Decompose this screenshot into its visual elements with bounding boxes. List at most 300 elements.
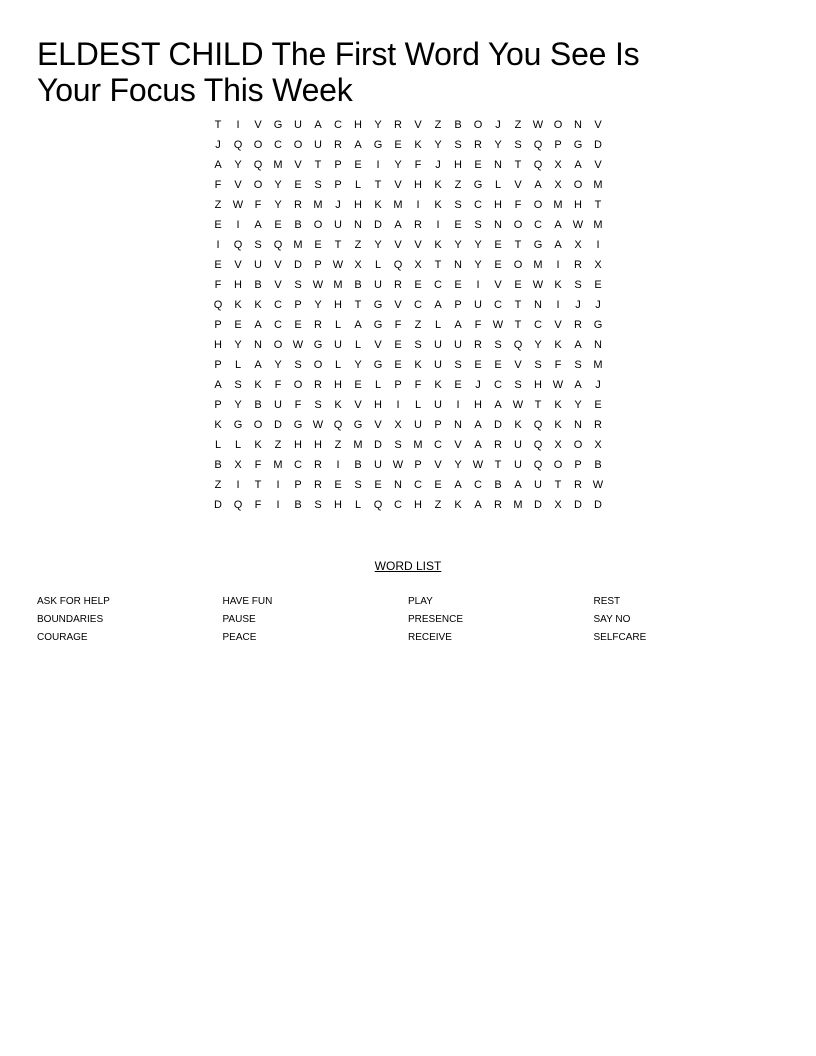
word-list-item: ASK FOR HELP — [37, 596, 110, 607]
grid-row — [208, 175, 608, 195]
grid-row — [208, 275, 608, 295]
grid-letter: Y — [494, 139, 502, 151]
grid-letter: L — [334, 319, 342, 331]
grid-letter: S — [454, 199, 462, 211]
grid-letter: H — [334, 379, 342, 391]
grid-letter: W — [472, 459, 484, 471]
grid-letter: Y — [274, 359, 282, 371]
grid-letter: O — [553, 459, 563, 471]
grid-letter: S — [234, 379, 242, 391]
grid-letter: K — [254, 299, 262, 311]
grid-letter: U — [374, 279, 382, 291]
grid-letter: E — [494, 359, 502, 371]
grid-letter: Y — [234, 399, 242, 411]
grid-letter: M — [393, 199, 403, 211]
word-list — [37, 594, 797, 648]
grid-letter: F — [254, 459, 262, 471]
grid-letter: S — [314, 499, 322, 511]
grid-letter: D — [274, 419, 282, 431]
grid-letter: R — [574, 319, 582, 331]
grid-letter: S — [294, 359, 302, 371]
grid-letter: L — [354, 339, 362, 351]
grid-letter: W — [532, 279, 544, 291]
grid-row — [208, 255, 608, 275]
grid-letter: C — [534, 219, 542, 231]
grid-letter: M — [293, 239, 303, 251]
grid-letter: T — [534, 399, 542, 411]
grid-letter: V — [274, 259, 282, 271]
grid-letter: O — [293, 379, 303, 391]
grid-letter: E — [474, 359, 482, 371]
grid-letter: L — [374, 379, 382, 391]
grid-letter: K — [454, 499, 462, 511]
grid-letter: A — [254, 219, 262, 231]
grid-letter: Z — [414, 319, 422, 331]
grid-letter: O — [313, 359, 323, 371]
grid-letter: X — [414, 259, 422, 271]
grid-letter: X — [574, 239, 582, 251]
grid-letter: E — [214, 259, 222, 271]
grid-letter: M — [413, 439, 423, 451]
grid-letter: N — [494, 219, 502, 231]
word-list-item: REST — [593, 596, 621, 607]
grid-letter: B — [254, 279, 262, 291]
grid-letter: Y — [234, 159, 242, 171]
grid-row — [208, 355, 608, 375]
grid-letter: T — [314, 159, 322, 171]
grid-letter: T — [514, 299, 522, 311]
grid-letter: Y — [374, 119, 382, 131]
grid-letter: C — [394, 499, 402, 511]
grid-letter: E — [234, 319, 242, 331]
grid-letter: Q — [273, 239, 283, 251]
grid-letter: X — [554, 179, 562, 191]
grid-letter: R — [574, 259, 582, 271]
grid-letter: G — [373, 139, 383, 151]
grid-letter: G — [573, 139, 583, 151]
grid-letter: R — [494, 499, 502, 511]
grid-letter: J — [575, 299, 581, 311]
grid-letter: T — [434, 259, 442, 271]
grid-letter: O — [573, 179, 583, 191]
grid-letter: L — [234, 359, 242, 371]
grid-letter: Q — [533, 439, 543, 451]
grid-letter: R — [394, 279, 402, 291]
grid-letter: K — [334, 399, 342, 411]
grid-letter: N — [394, 479, 402, 491]
grid-letter: H — [534, 379, 542, 391]
word-list-item: BOUNDARIES — [37, 614, 104, 625]
grid-letter: Y — [274, 179, 282, 191]
grid-row — [208, 215, 608, 235]
grid-letter: E — [594, 399, 602, 411]
grid-letter: N — [254, 339, 262, 351]
grid-letter: M — [593, 359, 603, 371]
grid-letter: P — [214, 399, 222, 411]
grid-letter: C — [274, 139, 282, 151]
grid-letter: W — [572, 219, 584, 231]
grid-letter: U — [254, 259, 262, 271]
grid-letter: E — [474, 159, 482, 171]
grid-letter: A — [514, 479, 522, 491]
grid-letter: S — [314, 399, 322, 411]
grid-letter: T — [514, 319, 522, 331]
grid-row — [208, 415, 608, 435]
page-title: ELDEST CHILD The First Word You See Is Your Focus This Week — [37, 36, 640, 108]
grid-letter: K — [554, 279, 562, 291]
grid-letter: U — [334, 339, 342, 351]
grid-letter: O — [573, 439, 583, 451]
grid-letter: A — [574, 339, 582, 351]
grid-letter: A — [494, 399, 502, 411]
word-list-item: SAY NO — [593, 614, 631, 625]
grid-letter: A — [474, 499, 482, 511]
grid-letter: G — [293, 419, 303, 431]
grid-letter: N — [454, 419, 462, 431]
grid-letter: R — [394, 119, 402, 131]
grid-letter: C — [274, 299, 282, 311]
grid-letter: F — [254, 199, 262, 211]
grid-letter: S — [574, 359, 582, 371]
grid-letter: F — [474, 319, 482, 331]
grid-letter: Q — [333, 419, 343, 431]
grid-letter: T — [214, 119, 222, 131]
grid-letter: Q — [533, 459, 543, 471]
grid-letter: I — [276, 479, 280, 491]
grid-letter: Z — [214, 479, 222, 491]
grid-letter: F — [414, 159, 422, 171]
grid-letter: Z — [334, 439, 342, 451]
grid-row — [208, 235, 608, 255]
grid-letter: D — [214, 499, 222, 511]
grid-letter: O — [513, 219, 523, 231]
grid-letter: U — [374, 459, 382, 471]
grid-letter: M — [333, 279, 343, 291]
grid-letter: D — [574, 499, 582, 511]
grid-letter: A — [254, 359, 262, 371]
grid-letter: G — [353, 419, 363, 431]
grid-letter: F — [214, 279, 222, 291]
grid-letter: E — [374, 479, 382, 491]
grid-letter: Y — [354, 359, 362, 371]
grid-letter: F — [394, 319, 402, 331]
grid-letter: N — [574, 119, 582, 131]
grid-letter: K — [554, 419, 562, 431]
grid-letter: T — [374, 179, 382, 191]
grid-letter: I — [396, 399, 400, 411]
grid-letter: L — [374, 259, 382, 271]
word-list-item: PRESENCE — [408, 614, 464, 625]
grid-letter: J — [475, 379, 481, 391]
grid-letter: A — [454, 319, 462, 331]
grid-letter: T — [254, 479, 262, 491]
grid-letter: P — [334, 179, 342, 191]
grid-letter: S — [354, 479, 362, 491]
grid-letter: A — [574, 159, 582, 171]
grid-letter: H — [294, 439, 302, 451]
grid-letter: K — [554, 339, 562, 351]
grid-letter: R — [314, 379, 322, 391]
grid-letter: Q — [533, 419, 543, 431]
grid-letter: V — [294, 159, 302, 171]
grid-letter: I — [556, 299, 560, 311]
grid-letter: V — [414, 239, 422, 251]
word-list-item: RECEIVE — [408, 632, 452, 643]
grid-letter: E — [394, 359, 402, 371]
grid-letter: E — [434, 479, 442, 491]
grid-letter: Z — [514, 119, 522, 131]
grid-letter: U — [434, 339, 442, 351]
grid-letter: H — [574, 199, 582, 211]
grid-letter: V — [394, 239, 402, 251]
grid-letter: I — [556, 259, 560, 271]
grid-letter: Z — [434, 499, 442, 511]
grid-letter: H — [494, 199, 502, 211]
grid-letter: A — [474, 419, 482, 431]
grid-letter: K — [434, 379, 442, 391]
grid-letter: W — [492, 319, 504, 331]
grid-letter: V — [234, 259, 242, 271]
grid-letter: N — [494, 159, 502, 171]
grid-letter: V — [354, 399, 362, 411]
grid-letter: E — [594, 279, 602, 291]
word-list-item: PLAY — [408, 596, 433, 607]
grid-row — [208, 115, 608, 135]
grid-letter: H — [354, 199, 362, 211]
grid-letter: R — [594, 419, 602, 431]
grid-letter: R — [414, 219, 422, 231]
grid-letter: D — [294, 259, 302, 271]
grid-letter: O — [253, 179, 263, 191]
grid-letter: V — [254, 119, 262, 131]
grid-letter: A — [434, 299, 442, 311]
grid-letter: Y — [454, 459, 462, 471]
grid-letter: E — [394, 139, 402, 151]
grid-letter: B — [294, 499, 302, 511]
grid-letter: Q — [533, 139, 543, 151]
grid-letter: K — [254, 439, 262, 451]
grid-letter: V — [494, 279, 502, 291]
grid-letter: O — [553, 119, 563, 131]
grid-letter: I — [596, 239, 600, 251]
grid-letter: V — [234, 179, 242, 191]
grid-letter: P — [554, 139, 562, 151]
grid-letter: Q — [233, 499, 243, 511]
grid-letter: Y — [474, 259, 482, 271]
grid-letter: M — [313, 199, 323, 211]
grid-letter: B — [594, 459, 602, 471]
grid-letter: A — [354, 139, 362, 151]
grid-letter: I — [416, 199, 420, 211]
grid-letter: S — [514, 139, 522, 151]
grid-letter: E — [454, 279, 462, 291]
grid-row — [208, 395, 608, 415]
grid-letter: Q — [253, 159, 263, 171]
grid-letter: U — [274, 399, 282, 411]
grid-letter: I — [436, 219, 440, 231]
grid-letter: L — [494, 179, 502, 191]
grid-letter: A — [474, 439, 482, 451]
grid-row — [208, 475, 608, 495]
grid-letter: T — [494, 459, 502, 471]
grid-letter: I — [236, 119, 240, 131]
grid-letter: T — [514, 159, 522, 171]
grid-letter: C — [474, 199, 482, 211]
word-list-item: SELFCARE — [593, 632, 647, 643]
grid-letter: J — [495, 119, 501, 131]
grid-letter: T — [334, 239, 342, 251]
grid-letter: L — [354, 499, 362, 511]
grid-letter: O — [253, 419, 263, 431]
grid-letter: L — [434, 319, 442, 331]
grid-letter: Q — [213, 299, 223, 311]
grid-letter: N — [454, 259, 462, 271]
grid-letter: Q — [533, 159, 543, 171]
grid-letter: D — [374, 439, 382, 451]
grid-letter: R — [314, 479, 322, 491]
grid-letter: B — [294, 219, 302, 231]
grid-letter: K — [434, 199, 442, 211]
grid-letter: G — [233, 419, 243, 431]
grid-letter: M — [513, 499, 523, 511]
grid-letter: P — [414, 459, 422, 471]
grid-letter: Y — [474, 239, 482, 251]
grid-letter: Y — [234, 339, 242, 351]
grid-letter: W — [512, 399, 524, 411]
grid-letter: T — [354, 299, 362, 311]
grid-letter: E — [414, 279, 422, 291]
grid-letter: E — [214, 219, 222, 231]
grid-letter: G — [313, 339, 323, 351]
grid-letter: H — [414, 499, 422, 511]
grid-row — [208, 495, 608, 515]
grid-letter: I — [336, 459, 340, 471]
grid-letter: J — [595, 299, 601, 311]
grid-letter: Q — [233, 139, 243, 151]
grid-letter: S — [514, 379, 522, 391]
grid-letter: V — [394, 299, 402, 311]
grid-letter: T — [594, 199, 602, 211]
grid-letter: A — [314, 119, 322, 131]
grid-letter: T — [514, 239, 522, 251]
grid-letter: L — [214, 439, 222, 451]
grid-letter: W — [292, 339, 304, 351]
grid-letter: E — [494, 239, 502, 251]
grid-letter: C — [414, 479, 422, 491]
grid-letter: Z — [434, 119, 442, 131]
grid-letter: Y — [454, 239, 462, 251]
grid-letter: Z — [354, 239, 362, 251]
grid-letter: H — [234, 279, 242, 291]
grid-row — [208, 435, 608, 455]
grid-letter: S — [454, 359, 462, 371]
grid-letter: P — [394, 379, 402, 391]
grid-letter: F — [254, 499, 262, 511]
grid-letter: A — [554, 219, 562, 231]
grid-letter: I — [376, 159, 380, 171]
grid-letter: G — [273, 119, 283, 131]
grid-letter: P — [434, 419, 442, 431]
grid-letter: U — [534, 479, 542, 491]
grid-letter: A — [214, 159, 222, 171]
grid-letter: C — [494, 299, 502, 311]
grid-letter: S — [414, 339, 422, 351]
grid-letter: K — [214, 419, 222, 431]
grid-letter: W — [312, 419, 324, 431]
grid-letter: B — [214, 459, 222, 471]
grid-letter: R — [574, 479, 582, 491]
grid-letter: V — [274, 279, 282, 291]
grid-letter: X — [594, 439, 602, 451]
grid-letter: J — [335, 199, 341, 211]
grid-letter: S — [394, 439, 402, 451]
grid-letter: G — [373, 319, 383, 331]
grid-letter: I — [476, 279, 480, 291]
grid-letter: E — [354, 159, 362, 171]
grid-letter: V — [374, 419, 382, 431]
grid-letter: Z — [274, 439, 282, 451]
grid-letter: C — [274, 319, 282, 331]
grid-letter: R — [474, 339, 482, 351]
grid-letter: I — [276, 499, 280, 511]
grid-letter: P — [314, 259, 322, 271]
grid-row — [208, 135, 608, 155]
grid-letter: O — [473, 119, 483, 131]
grid-letter: D — [594, 499, 602, 511]
grid-letter: S — [314, 179, 322, 191]
grid-letter: Y — [314, 299, 322, 311]
grid-letter: I — [236, 219, 240, 231]
grid-letter: X — [594, 259, 602, 271]
grid-letter: E — [394, 339, 402, 351]
grid-letter: H — [214, 339, 222, 351]
grid-letter: O — [513, 259, 523, 271]
grid-letter: U — [294, 119, 302, 131]
grid-letter: K — [554, 399, 562, 411]
grid-letter: O — [313, 219, 323, 231]
grid-letter: A — [394, 219, 402, 231]
grid-letter: E — [274, 219, 282, 231]
grid-letter: M — [553, 199, 563, 211]
grid-row — [208, 195, 608, 215]
grid-letter: L — [234, 439, 242, 451]
grid-letter: V — [454, 439, 462, 451]
grid-letter: X — [234, 459, 242, 471]
grid-row — [208, 455, 608, 475]
grid-letter: R — [294, 199, 302, 211]
grid-letter: A — [554, 239, 562, 251]
grid-letter: V — [414, 119, 422, 131]
grid-letter: Y — [394, 159, 402, 171]
grid-letter: R — [474, 139, 482, 151]
grid-letter: C — [294, 459, 302, 471]
grid-letter: N — [534, 299, 542, 311]
grid-letter: V — [554, 319, 562, 331]
grid-letter: X — [394, 419, 402, 431]
grid-letter: O — [533, 199, 543, 211]
grid-letter: E — [514, 279, 522, 291]
word-list-item: HAVE FUN — [222, 596, 273, 607]
grid-letter: W — [592, 479, 604, 491]
grid-letter: M — [533, 259, 543, 271]
grid-letter: P — [214, 359, 222, 371]
grid-letter: L — [334, 359, 342, 371]
grid-letter: U — [414, 419, 422, 431]
grid-letter: B — [354, 459, 362, 471]
grid-letter: G — [533, 239, 543, 251]
grid-letter: M — [273, 159, 283, 171]
grid-letter: W — [332, 259, 344, 271]
